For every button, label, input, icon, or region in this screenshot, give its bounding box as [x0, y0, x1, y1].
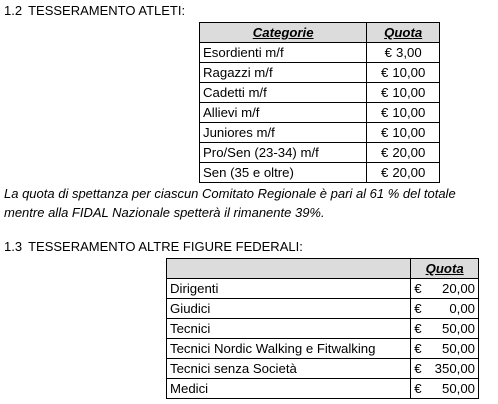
fee-amount: 50,00: [441, 321, 475, 336]
table-row: [200, 63, 440, 83]
table-row: [200, 143, 440, 163]
table-header-row: [200, 23, 440, 43]
section-title: TESSERAMENTO ATLETI:: [28, 3, 186, 18]
header-fee: Quota: [367, 23, 440, 43]
fee-cell: [411, 299, 479, 319]
other-figures-fee-table: [166, 258, 479, 399]
fee-amount: 50,00: [441, 381, 475, 396]
section-heading-other-figures: [4, 239, 303, 255]
fee-split-note: [4, 184, 456, 222]
note-line-2: mentre alla FIDAL Nazionale spetterà il rimanente 39%.: [4, 205, 325, 220]
table-header-row: [167, 259, 479, 279]
category-cell: Medici: [167, 379, 411, 399]
fee-cell: [411, 379, 479, 399]
currency-symbol: €: [414, 281, 422, 296]
table-row: [167, 379, 479, 399]
table-row: [200, 43, 440, 63]
currency-symbol: €: [380, 65, 389, 80]
table-row: [200, 103, 440, 123]
fee-cell: [367, 83, 440, 103]
fee-cell: [411, 279, 479, 299]
table-row: [200, 163, 440, 183]
fee-cell: [367, 123, 440, 143]
category-cell: Cadetti m/f: [200, 83, 367, 103]
fee-amount: 0,00: [449, 301, 475, 316]
table-row: [200, 83, 440, 103]
fee-amount: 20,00: [392, 165, 426, 180]
fee-cell: [367, 43, 440, 63]
table-row: [200, 123, 440, 143]
fee-amount: 10,00: [392, 105, 426, 120]
category-cell: Dirigenti: [167, 279, 411, 299]
fee-cell: [367, 143, 440, 163]
category-cell: Sen (35 e oltre): [200, 163, 367, 183]
currency-symbol: €: [380, 165, 389, 180]
fee-amount: 350,00: [434, 361, 475, 376]
fee-cell: [411, 359, 479, 379]
fee-cell: [367, 103, 440, 123]
fee-cell: [367, 63, 440, 83]
currency-symbol: €: [414, 381, 422, 396]
fee-cell: [411, 339, 479, 359]
fee-amount: 3,00: [395, 45, 422, 60]
fee-amount: 20,00: [392, 145, 426, 160]
header-fee: Quota: [411, 259, 479, 279]
header-category: [167, 259, 411, 279]
category-cell: Juniores m/f: [200, 123, 367, 143]
currency-symbol: €: [414, 301, 422, 316]
section-title: TESSERAMENTO ALTRE FIGURE FEDERALI:: [28, 239, 303, 254]
category-cell: Tecnici senza Società: [167, 359, 411, 379]
category-cell: Giudici: [167, 299, 411, 319]
section-number: 1.2: [4, 3, 23, 18]
currency-symbol: €: [380, 85, 389, 100]
note-line-1: La quota di spettanza per ciascun Comitato Regionale è pari al 61 % del totale: [4, 186, 456, 201]
currency-symbol: €: [384, 45, 392, 60]
table-row: [167, 339, 479, 359]
section-number: 1.3: [4, 239, 23, 254]
category-cell: Tecnici: [167, 319, 411, 339]
currency-symbol: €: [414, 321, 422, 336]
category-cell: Allievi m/f: [200, 103, 367, 123]
header-category: Categorie: [200, 23, 367, 43]
category-cell: Pro/Sen (23-34) m/f: [200, 143, 367, 163]
currency-symbol: €: [414, 361, 422, 376]
category-cell: Ragazzi m/f: [200, 63, 367, 83]
currency-symbol: €: [380, 145, 389, 160]
section-heading-athletes: [4, 3, 185, 19]
fee-cell: [367, 163, 440, 183]
fee-amount: 20,00: [441, 281, 475, 296]
table-row: [167, 299, 479, 319]
fee-amount: 10,00: [392, 85, 426, 100]
fee-amount: 10,00: [392, 65, 426, 80]
category-cell: Esordienti m/f: [200, 43, 367, 63]
currency-symbol: €: [380, 125, 389, 140]
fee-amount: 50,00: [441, 341, 475, 356]
category-cell: Tecnici Nordic Walking e Fitwalking: [167, 339, 411, 359]
fee-cell: [411, 319, 479, 339]
currency-symbol: €: [414, 341, 422, 356]
athletes-fee-table: [199, 22, 440, 183]
table-row: [167, 359, 479, 379]
table-row: [167, 279, 479, 299]
currency-symbol: €: [380, 105, 389, 120]
fee-amount: 10,00: [392, 125, 426, 140]
table-row: [167, 319, 479, 339]
